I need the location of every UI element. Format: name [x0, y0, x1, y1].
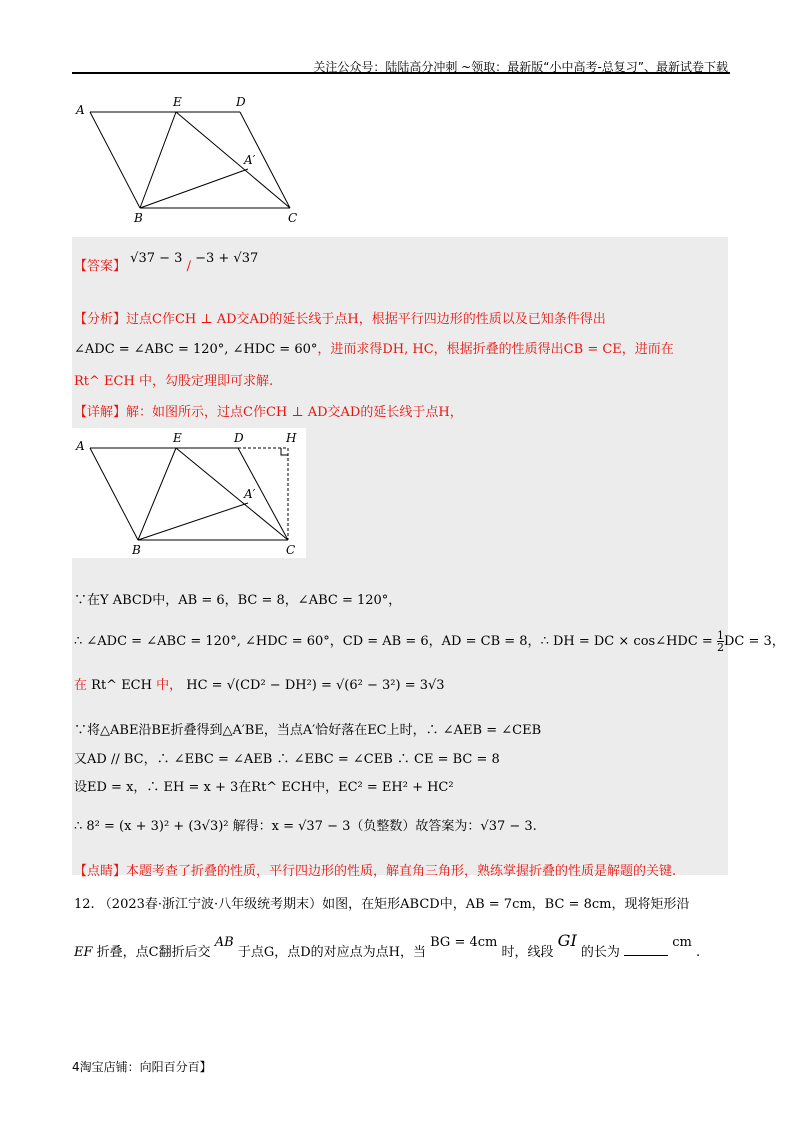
detail-step-7b: 解得：x = √37 − 3 — [232, 819, 351, 834]
fraction-numerator: 1 — [716, 629, 724, 642]
fig2-label-h: H — [286, 431, 297, 445]
detail-step-3d: HC = — [186, 678, 227, 693]
header-divider — [72, 72, 730, 74]
detail-step-7a: ∴ 8² = (x + 3)² + (3√3)² — [74, 819, 229, 834]
q12-period: . — [695, 945, 701, 960]
detail-step-2b: ∴ DH = DC × cos∠HDC = — [540, 634, 717, 649]
fig1-label-b: B — [134, 211, 143, 225]
detail-step-2a: ∴ ∠ADC = ∠ABC = 120°, ∠HDC = 60°，CD = AB = 6，AD = CB = 8， — [74, 634, 541, 649]
detail-step-3f: = √(6² − 3²) = 3√3 — [316, 678, 445, 693]
detail-step-3c: 中， — [156, 678, 183, 693]
detail-step-3e: √(CD² − DH²) — [226, 678, 317, 693]
detail-step-6c: EC² = EH² + HC² — [338, 780, 454, 795]
detail-step-7e: . — [532, 819, 537, 834]
q12-ef: EF — [74, 945, 93, 960]
answer-separator: / — [186, 259, 191, 274]
comment-text: 本题考查了折叠的性质，平行四边形的性质，解直角三角形，熟练掌握折叠的性质是解题的关键. — [126, 864, 677, 879]
parallelogram-figure-2 — [72, 428, 306, 558]
fig1-label-c: C — [288, 211, 298, 225]
answer-tag: 【答案】 — [74, 259, 127, 274]
fig1-label-a-prime: A′ — [244, 153, 256, 167]
answer-row — [74, 251, 259, 277]
detail-step-4 — [74, 721, 541, 741]
detail-step-4b: ∴ ∠AEB = ∠CEB — [425, 723, 542, 738]
analysis-line-2 — [74, 340, 674, 360]
fig2-label-d: D — [234, 431, 244, 445]
fig2-label-b: B — [132, 543, 141, 557]
question-12-line-1: 12. （2023春·浙江宁波·八年级统考期末）如图，在矩形ABCD中，AB = 7cm，BC = 8cm，现将矩形沿 — [74, 897, 690, 912]
fig2-label-c: C — [286, 543, 296, 557]
parallelogram-figure-1 — [72, 92, 312, 227]
detail-text-1: 解：如图所示，过点C作CH ⊥ AD交AD的延长线于点H， — [126, 405, 463, 420]
detail-step-2 — [74, 630, 785, 653]
detail-step-3a: 在 — [74, 678, 88, 693]
comment-tag: 【点睛】 — [74, 864, 127, 879]
fig1-label-e: E — [173, 95, 182, 109]
analysis-text-2: ，进而求得DH, HC，根据折叠的性质得出CB = CE，进而在 — [317, 342, 674, 357]
answer-blank[interactable] — [624, 955, 668, 956]
detail-step-7 — [74, 817, 537, 837]
detail-step-3b: Rt^ ECH — [91, 678, 152, 693]
fraction-one-half — [717, 630, 724, 653]
q12-text-b: 折叠，点C翻折后交 — [96, 945, 211, 960]
answer-value-1: √37 − 3 — [130, 251, 183, 266]
detail-step-6b: 在Rt^ ECH中， — [238, 780, 339, 795]
fig2-label-e: E — [173, 431, 182, 445]
q12-text-d: 于点G，点D的对应点为点H，当 — [237, 945, 426, 960]
analysis-line-3: Rt^ ECH 中，勾股定理即可求解. — [74, 374, 274, 389]
fig2-label-a: A — [76, 439, 85, 453]
question-12-line-2 — [74, 931, 701, 960]
analysis-line-1 — [74, 310, 606, 330]
answer-value-2: −3 + √37 — [195, 251, 259, 266]
fig1-label-a: A — [76, 103, 85, 117]
detail-step-1: ∵在Y ABCD中，AB = 6，BC = 8，∠ABC = 120°， — [74, 593, 402, 608]
q12-gi: GI — [557, 931, 577, 950]
analysis-tag: 【分析】 — [74, 312, 127, 327]
fig2-label-a-prime: A′ — [244, 487, 256, 501]
detail-step-6a: 设ED = x，∴ EH = x + 3 — [74, 780, 239, 795]
q12-unit: cm — [672, 935, 692, 950]
detail-step-7c: （负整数）故答案为： — [350, 819, 481, 834]
detail-step-7d: √37 − 3 — [480, 819, 533, 834]
q12-text-h: 的长为 — [580, 945, 620, 960]
detail-tag: 【详解】 — [74, 405, 127, 420]
analysis-text-1: 过点C作CH ⊥ AD交AD的延长线于点H，根据平行四边形的性质以及已知条件得出 — [126, 312, 606, 327]
fig1-label-d: D — [236, 95, 246, 109]
q12-bg: BG = 4cm — [430, 935, 498, 950]
q12-text-f: 时，线段 — [501, 945, 554, 960]
detail-step-3 — [74, 676, 445, 696]
page-header: 关注公众号：陆陆高分冲刺 ~领取：最新版“小中高考-总复习”、最新试卷下载 — [313, 60, 728, 74]
detail-step-4a: ∵将△ABE沿BE折叠得到△A′BE，当点A′恰好落在EC上时， — [74, 723, 426, 738]
detail-step-2c: DC = 3， — [723, 634, 785, 649]
comment-row — [74, 862, 676, 882]
analysis-math-2: ∠ADC = ∠ABC = 120°, ∠HDC = 60° — [74, 342, 318, 357]
detail-step-6 — [74, 778, 454, 798]
page-footer: 4淘宝店铺：向阳百分百】 — [72, 1060, 212, 1074]
detail-line-1 — [74, 403, 463, 423]
detail-step-5: 又AD // BC，∴ ∠EBC = ∠AEB ∴ ∠EBC = ∠CEB ∴ CE = BC = 8 — [74, 752, 500, 767]
q12-ab: AB — [214, 935, 234, 950]
fraction-denominator: 2 — [716, 641, 724, 654]
